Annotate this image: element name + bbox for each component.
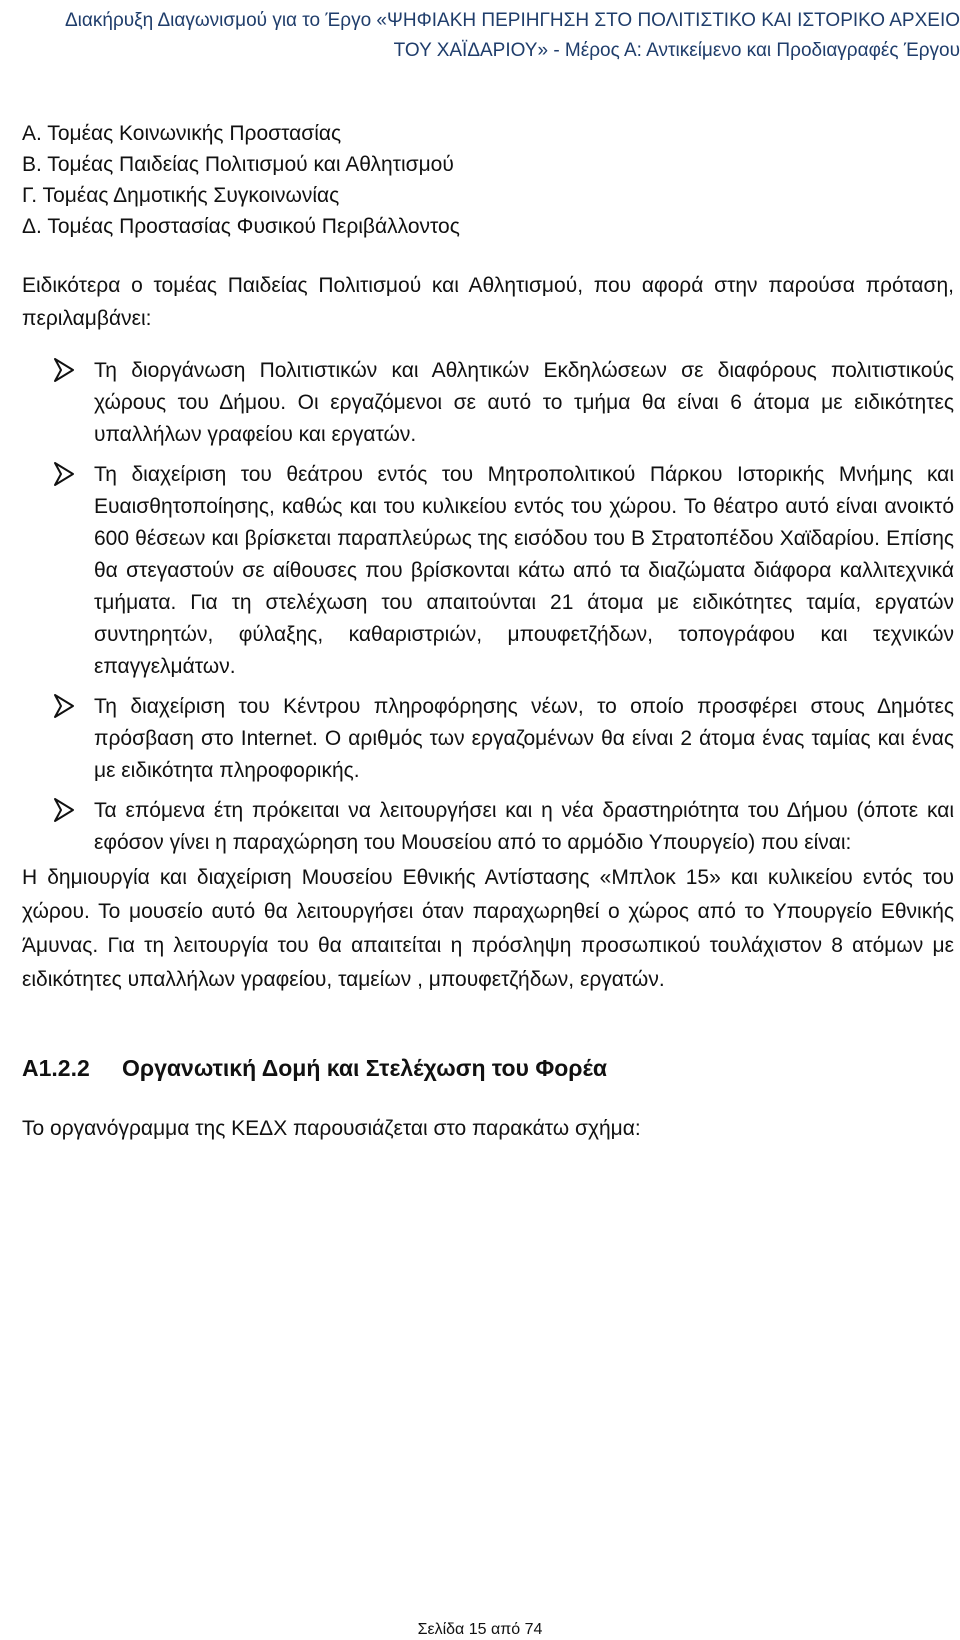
bullet-text: Τη διαχείριση του θεάτρου εντός του Μητροπολιτικού Πάρκου Ιστορικής Μνήμης και Ευαισθητοποίησης, καθώς και του κυλικείου εντός του χώρου. Το θέατρο αυτό είναι ανοικτό 600 θέσεων και βρίσκεται παραπλεύρως της εισόδου του Β Στρατοπέδου Χαϊδαρίου. Επίσης θα στεγαστούν σε αίθουσες που βρίσκονται κάτω από τα διαζώματα διάφορα καλλιτεχνικά τμήματα. Για τη στελέχωση του απαιτούνται 21 άτομα με ειδικότητες ταμία, εργατών συντηρητών, φύλαξης, καθαριστριών, μπουφετζήδων, τοπογράφου και τεχνικών επαγγελμάτων. bbox=[94, 463, 954, 678]
figure-caption: Το οργανόγραμμα της ΚΕΔΧ παρουσιάζεται στο παρακάτω σχήμα: bbox=[22, 1117, 641, 1140]
bullet-list bbox=[22, 355, 954, 859]
sector-item: Α. Τομέας Κοινωνικής Προστασίας bbox=[22, 122, 342, 145]
arrow-bullet-icon bbox=[52, 461, 76, 487]
header-line-1: Διακήρυξη Διαγωνισμού για το Έργο «ΨΗΦΙΑΚΗ ΠΕΡΙΗΓΗΣΗ ΣΤΟ ΠΟΛΙΤΙΣΤΙΚΟ ΚΑΙ ΙΣΤΟΡΙΚΟ ΑΡΧΕΙΟ bbox=[64, 10, 960, 31]
intro-paragraph: Ειδικότερα ο τομέας Παιδείας Πολιτισμού και Αθλητισμού, που αφορά στην παρούσα πρόταση, περιλαμβάνει: bbox=[22, 274, 954, 330]
sector-item: Β. Τομέας Παιδείας Πολιτισμού και Αθλητισμού bbox=[22, 153, 454, 176]
bullet-text: Τη διοργάνωση Πολιτιστικών και Αθλητικών Εκδηλώσεων σε διαφόρους πολιτιστικούς χώρους του Δήμου. Οι εργαζόμενοι σε αυτό το τμήμα θα είναι 6 άτομα με ειδικότητες υπαλλήλων γραφείου και εργατών. bbox=[94, 359, 954, 446]
sector-list bbox=[22, 118, 954, 242]
sector-item: Δ. Τομέας Προστασίας Φυσικού Περιβάλλοντος bbox=[22, 215, 460, 238]
page-number: Σελίδα 15 από 74 bbox=[417, 1621, 543, 1638]
bullet-item bbox=[22, 355, 954, 451]
arrow-bullet-icon bbox=[52, 797, 76, 823]
section-heading bbox=[22, 1055, 954, 1082]
bullet-text: Τα επόμενα έτη πρόκειται να λειτουργήσει και η νέα δραστηριότητα του Δήμου (όποτε και εφόσον γίνει η παραχώρηση του Μουσείου από το αρμόδιο Υπουργείο) που είναι: bbox=[94, 799, 954, 854]
section-title: Οργανωτική Δομή και Στελέχωση του Φορέα bbox=[122, 1055, 608, 1081]
sector-item: Γ. Τομέας Δημοτικής Συγκοινωνίας bbox=[22, 184, 340, 207]
document-body bbox=[22, 118, 954, 1144]
arrow-bullet-icon bbox=[52, 357, 76, 383]
section-number: Α1.2.2 bbox=[22, 1055, 90, 1081]
arrow-bullet-icon bbox=[52, 693, 76, 719]
page-header bbox=[0, 6, 960, 66]
museum-paragraph: Η δημιουργία και διαχείριση Μουσείου Εθνικής Αντίστασης «Μπλοκ 15» και κυλικείου εντός του χώρου. Το μουσείο αυτό θα λειτουργήσει όταν παραχωρηθεί ο χώρος από το Υπουργείο Εθνικής Άμυνας. Για τη λειτουργία του θα απαιτείται η πρόσληψη προσωπικού τουλάχιστον 8 ατόμων με ειδικότητες υπαλλήλων γραφείου, ταμείων , μπουφετζήδων, εργατών. bbox=[22, 866, 954, 991]
bullet-item bbox=[22, 459, 954, 683]
bullet-item bbox=[22, 795, 954, 859]
bullet-item bbox=[22, 691, 954, 787]
bullet-text: Τη διαχείριση του Κέντρου πληροφόρησης νέων, το οποίο προσφέρει στους Δημότες πρόσβαση στο Internet. Ο αριθμός των εργαζομένων θα είναι 2 άτομα ένας ταμίας και ένας με ειδικότητα πληροφορικής. bbox=[94, 695, 954, 782]
header-line-2: ΤΟΥ ΧΑΪΔΑΡΙΟΥ» - Μέρος Α: Αντικείμενο και Προδιαγραφές Έργου bbox=[393, 40, 960, 61]
